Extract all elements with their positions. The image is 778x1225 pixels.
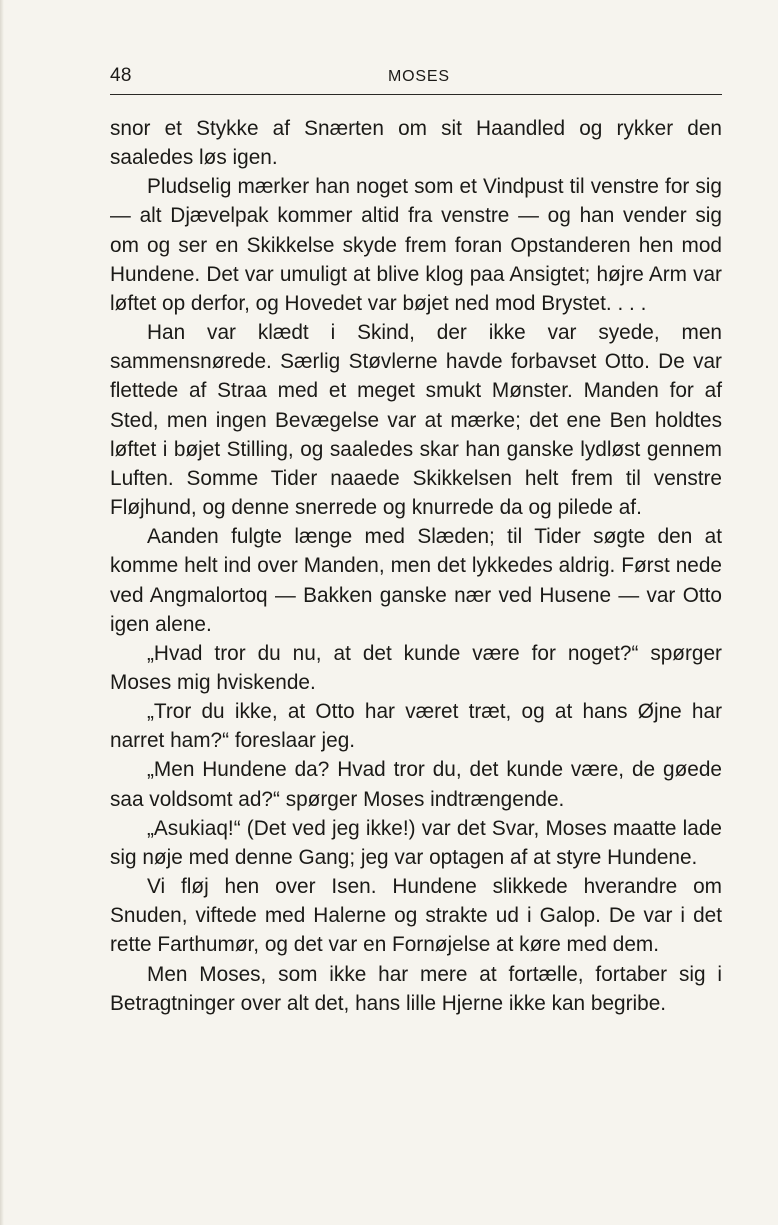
running-title: MOSES [388, 68, 450, 85]
paragraph: „Tror du ikke, at Otto har været træt, og at hans Øjne har narret ham?“ foreslaar jeg. [110, 700, 722, 753]
paragraph: „Asukiaq!“ (Det ved jeg ikke!) var det Svar, Moses maatte lade sig nøje med denne Gang; jeg var optagen af at styre Hundene. [110, 816, 722, 869]
paragraph: Aanden fulgte længe med Slæden; til Tider søgte den at komme helt ind over Manden, men det lykkedes aldrig. Først nede ved Angmalortoq — Bakken ganske nær ved Husene — var Otto igen alene. [110, 525, 722, 636]
paragraph: Han var klædt i Skind, der ikke var syede, men sammensnørede. Særlig Støvlerne havde forbavset Otto. De var flettede af Straa med et meget smukt Mønster. Manden for af Sted, men ingen Bevægelse var at mærke; det ene Ben holdtes løftet i bøjet Stilling, og saaledes skar han ganske lydløst gennem Luften. Somme Tider naaede Skikkelsen helt frem til venstre Fløjhund, og denne snerrede og knurrede da og pilede af. [110, 321, 722, 520]
body-text [110, 114, 722, 1018]
page-number: 48 [110, 65, 132, 86]
paragraph: Pludselig mærker han noget som et Vindpust til venstre for sig — alt Djævelpak kommer altid fra venstre — og han vender sig om og ser en Skikkelse skyde frem foran Opstanderen hen mod Hundene. Det var umuligt at blive klog paa Ansigtet; højre Arm var løftet op derfor, og Hovedet var bøjet ned mod Brystet. . . . [110, 175, 722, 315]
page-edge-shadow [0, 0, 4, 1225]
page-header [110, 60, 722, 95]
paragraph: snor et Stykke af Snærten om sit Haandled og rykker den saaledes løs igen. [110, 117, 722, 170]
paragraph: „Men Hundene da? Hvad tror du, det kunde være, de gøede saa voldsomt ad?“ spørger Moses indtrængende. [110, 758, 722, 811]
paragraph: Vi fløj hen over Isen. Hundene slikkede hverandre om Snuden, viftede med Halerne og strakte ud i Galop. De var i det rette Farthumør, og det var en Fornøjelse at køre med dem. [110, 875, 722, 957]
paragraph: „Hvad tror du nu, at det kunde være for noget?“ spørger Moses mig hviskende. [110, 641, 722, 694]
paragraph: Men Moses, som ikke har mere at fortælle, fortaber sig i Betragtninger over alt det, hans lille Hjerne ikke kan begribe. [110, 962, 722, 1015]
book-page [110, 60, 722, 1180]
